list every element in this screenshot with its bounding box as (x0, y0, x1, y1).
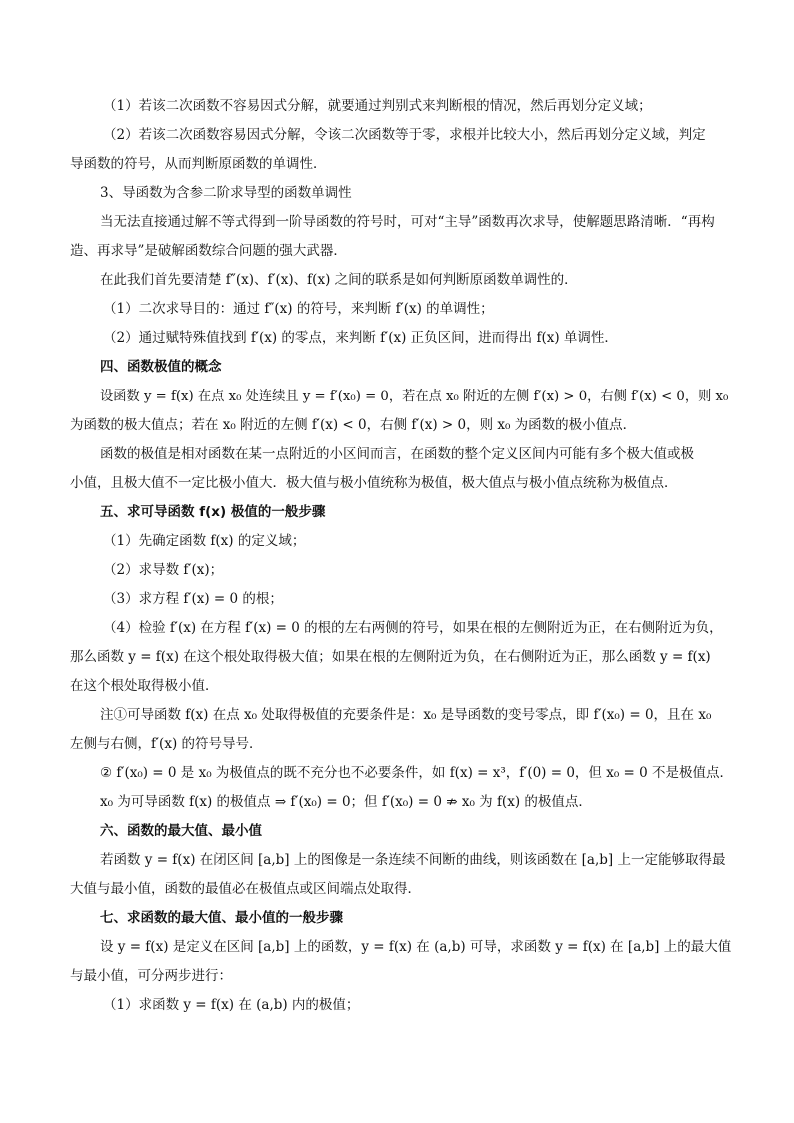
text-line: 造、再求导”是破解函数综合问题的强大武器． (70, 243, 347, 259)
text-line: 那么函数 y = f(x) 在这个根处取得极大值；如果在根的左侧附近为负，在右侧附近为正，那么函数 y = f(x) (70, 649, 711, 665)
text-line: （4）检验 f′(x) 在方程 f′(x) = 0 的根的左右两侧的符号，如果在根的左侧附近为正，在右侧附近为负， (103, 620, 723, 636)
text-line: （1）二次求导目的：通过 f″(x) 的符号，来判断 f′(x) 的单调性； (103, 301, 494, 317)
text-line: （1）若该二次函数不容易因式分解，就要通过判别式来判断根的情况，然后再划分定义域； (103, 98, 652, 114)
text-line: （3）求方程 f′(x) = 0 的根； (103, 591, 283, 607)
text-line: 与最小值，可分两步进行： (70, 968, 232, 984)
text-line: ② f′(x₀) = 0 是 x₀ 为极值点的既不充分也不必要条件，如 f(x) = x³，f′(0) = 0，但 x₀ = 0 不是极值点． (100, 765, 734, 781)
text-line: （1）求函数 y = f(x) 在 (a,b) 内的极值； (103, 997, 360, 1013)
text-line: 导函数的符号，从而判断原函数的单调性． (70, 156, 327, 172)
text-line: 设 y = f(x) 是定义在区间 [a,b] 上的函数，y = f(x) 在 (a,b) 可导，求函数 y = f(x) 在 [a,b] 上的最大值 (100, 939, 732, 955)
section-heading: 四、函数极值的概念 (100, 359, 222, 375)
text-line: 设函数 y = f(x) 在点 x₀ 处连续且 y = f′(x₀) = 0，若在点 x₀ 附近的左侧 f′(x) > 0，右侧 f′(x) < 0，则 x₀ (100, 389, 729, 404)
text-line: （2）通过赋特殊值找到 f′(x) 的零点，来判断 f′(x) 正负区间，进而得出 f(x) 单调性． (103, 330, 618, 346)
text-line: 注①可导函数 f(x) 在点 x₀ 处取得极值的充要条件是：x₀ 是导函数的变号零点，即 f′(x₀) = 0，且在 x₀ (100, 707, 712, 723)
section-heading: 五、求可导函数 f(x) 极值的一般步骤 (100, 504, 326, 520)
text-line: 大值与最小值，函数的最值必在极值点或区间端点处取得． (70, 881, 421, 897)
text-line: （2）求导数 f′(x)； (103, 562, 224, 578)
text-line: （1）先确定函数 f(x) 的定义域； (103, 533, 306, 549)
text-line: x₀ 为可导函数 f(x) 的极值点 ⇒ f′(x₀) = 0；但 f′(x₀) = 0 ⇏ x₀ 为 f(x) 的极值点． (100, 794, 592, 810)
text-line: （2）若该二次函数容易因式分解，令该二次函数等于零，求根并比较大小，然后再划分定义域，判定 (103, 127, 706, 143)
text-line: 当无法直接通过解不等式得到一阶导函数的符号时，可对“主导”函数再次求导，使解题思路清晰．“再构 (100, 214, 715, 230)
text-line: 为函数的极大值点；若在 x₀ 附近的左侧 f′(x) < 0，右侧 f′(x) > 0，则 x₀ 为函数的极小值点． (70, 417, 637, 433)
text-line: 3、导函数为含参二阶求导型的函数单调性 (100, 185, 352, 201)
section-heading: 六、函数的最大值、最小值 (100, 823, 262, 839)
text-line: 小值，且极大值不一定比极小值大．极大值与极小值统称为极值，极大值点与极小值点统称为极值点． (70, 475, 678, 491)
text-line: 在此我们首先要清楚 f″(x)、f′(x)、f(x) 之间的联系是如何判断原函数单调性的． (100, 272, 578, 288)
text-line: 函数的极值是相对函数在某一点附近的小区间而言，在函数的整个定义区间内可能有多个极大值或极 (100, 446, 694, 462)
document-page (70, 92, 732, 1020)
text-line: 若函数 y = f(x) 在闭区间 [a,b] 上的图像是一条连续不间断的曲线，则该函数在 [a,b] 上一定能够取得最 (100, 852, 726, 868)
text-line: 左侧与右侧，f′(x) 的符号导号． (70, 736, 263, 752)
text-line: 在这个根处取得极小值． (70, 678, 219, 694)
section-heading: 七、求函数的最大值、最小值的一般步骤 (100, 910, 343, 926)
